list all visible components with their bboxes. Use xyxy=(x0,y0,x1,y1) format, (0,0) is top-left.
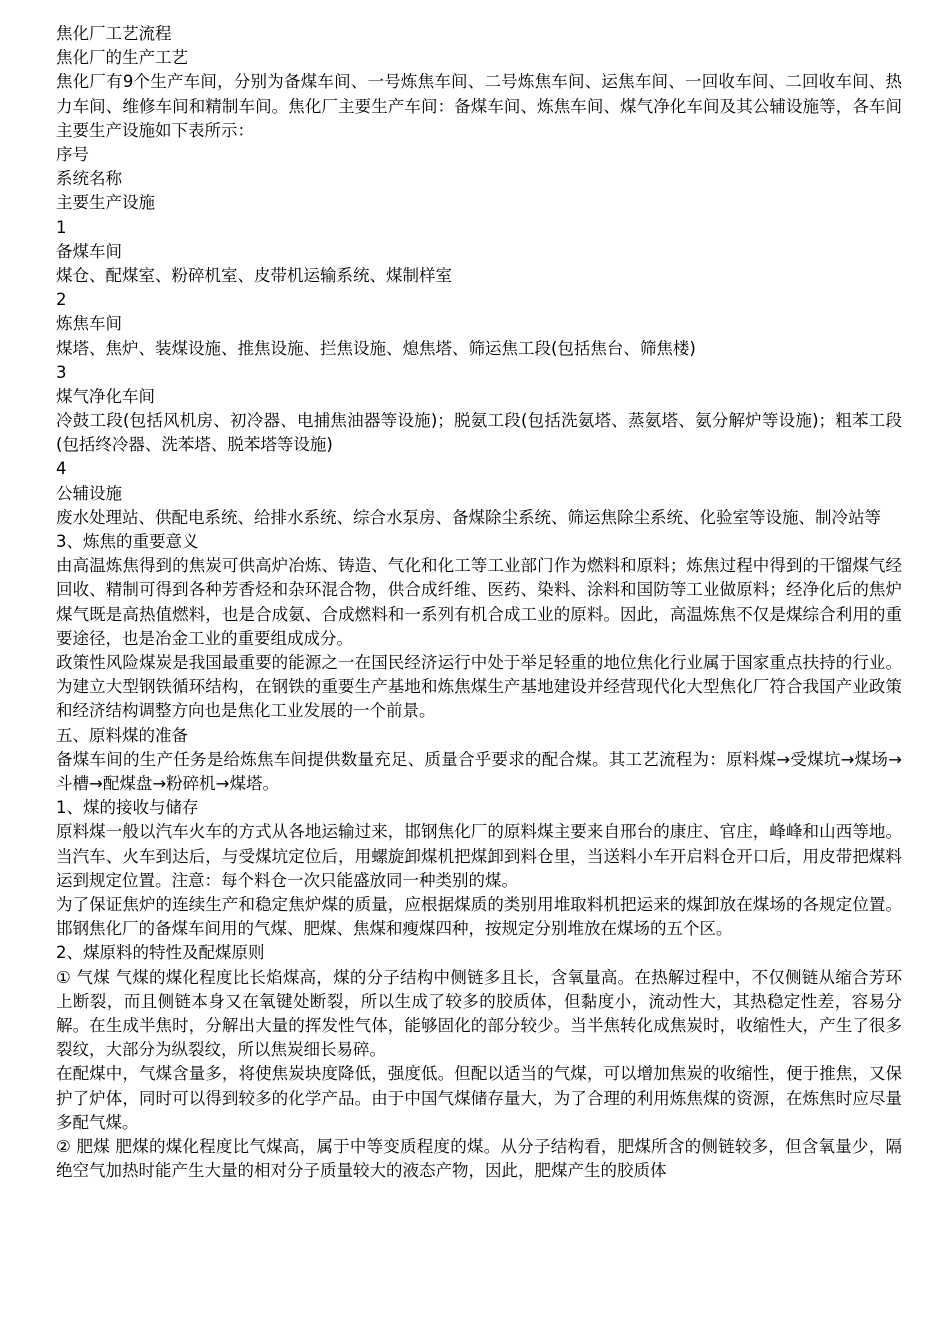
intro-paragraph: 焦化厂有9个生产车间，分别为备煤车间、一号炼焦车间、二号炼焦车间、运焦车间、一回收车间、二回收车间、热力车间、维修车间和精制车间。焦化厂主要生产车间：备煤车间、炼焦车间、煤气净化车间及其公辅设施等，各车间主要生产设施如下表所示： xyxy=(56,72,902,140)
section-paragraph: 备煤车间的生产任务是给炼焦车间提供数量充足、质量合乎要求的配合煤。其工艺流程为：原料煤→受煤坑→煤场→斗槽→配煤盘→粉碎机→煤塔。 xyxy=(56,749,902,794)
table-row-2-name: 炼焦车间 xyxy=(56,314,122,334)
document-page xyxy=(56,22,902,1183)
table-row-4-no: 4 xyxy=(56,459,67,479)
table-row-2-facilities: 煤塔、焦炉、装煤设施、推焦设施、拦焦设施、熄焦塔、筛运焦工段(包括焦台、筛焦楼) xyxy=(56,338,696,358)
section-paragraph: 由高温炼焦得到的焦炭可供高炉冶炼、铸造、气化和化工等工业部门作为燃料和原料；炼焦过程中得到的干馏煤气经回收、精制可得到各种芳香烃和杂环混合物，供合成纤维、医药、染料、涂料和国防等工业做原料；经净化后的焦炉煤气既是高热值燃料，也是合成氨、合成燃料和一系列有机合成工业的原料。因此，高温炼焦不仅是煤综合利用的重要途径，也是冶金工业的重要组成成分。 xyxy=(56,556,902,648)
document-title: 焦化厂工艺流程 xyxy=(56,24,172,43)
section-paragraph: 政策性风险煤炭是我国最重要的能源之一在国民经济运行中处于举足轻重的地位焦化行业属于国家重点扶持的行业。为建立大型钢铁循环结构，在钢铁的重要生产基地和炼焦煤生产基地建设并经营现代化大型焦化厂符合我国产业政策和经济结构调整方向也是焦化工业发展的一个前景。 xyxy=(56,653,902,721)
section-heading: 2、煤原料的特性及配煤原则 xyxy=(56,943,265,963)
table-row-4-facilities: 废水处理站、供配电系统、给排水系统、综合水泵房、备煤除尘系统、筛运焦除尘系统、化验室等设施、制冷站等 xyxy=(56,507,881,527)
table-row-1-no: 1 xyxy=(56,217,67,237)
table-row-3-name: 煤气净化车间 xyxy=(56,386,155,406)
table-row-2-no: 2 xyxy=(56,290,67,310)
document-subtitle: 焦化厂的生产工艺 xyxy=(56,48,188,68)
section-paragraph: ① 气煤 气煤的煤化程度比长焰煤高，煤的分子结构中侧链多且长，含氧量高。在热解过程中，不仅侧链从缩合芳环上断裂，而且侧链本身又在氧键处断裂，所以生成了较多的胶质体，但黏度小，流动性大，其热稳定性差，容易分解。在生成半焦时，分解出大量的挥发性气体，能够固化的部分较少。当半焦转化成焦炭时，收缩性大，产生了很多裂纹，大部分为纵裂纹，所以焦炭细长易碎。 xyxy=(56,967,902,1060)
table-row-4-name: 公辅设施 xyxy=(56,483,122,503)
section-heading: 五、原料煤的准备 xyxy=(56,725,188,745)
section-heading: 3、炼焦的重要意义 xyxy=(56,532,199,552)
section-paragraph: ② 肥煤 肥煤的煤化程度比气煤高，属于中等变质程度的煤。从分子结构看，肥煤所含的侧链较多，但含氧量少，隔绝空气加热时能产生大量的相对分子质量较大的液态产物，因此，肥煤产生的胶质体 xyxy=(56,1137,902,1181)
facilities-table xyxy=(56,143,902,530)
section-paragraph: 在配煤中，气煤含量多，将使焦炭块度降低，强度低。但配以适当的气煤，可以增加焦炭的收缩性，便于推焦，又保护了炉体，同时可以得到较多的化学产品。由于中国气煤储存量大，为了合理的利用炼焦煤的资源，在炼焦时应尽量多配气煤。 xyxy=(56,1064,902,1132)
section-paragraph: 为了保证焦炉的连续生产和稳定焦炉煤的质量，应根据煤质的类别用堆取料机把运来的煤卸放在煤场的各规定位置。邯钢焦化厂的备煤车间用的气煤、肥煤、焦煤和瘦煤四种，按规定分别堆放在煤场的五个区。 xyxy=(56,895,902,939)
table-row-3-facilities: 冷鼓工段(包括风机房、初冷器、电捕焦油器等设施)；脱氨工段(包括洗氨塔、蒸氨塔、氨分解炉等设施)；粗苯工段(包括终冷器、洗苯塔、脱苯塔等设施) xyxy=(56,411,902,455)
table-header-facilities: 主要生产设施 xyxy=(56,193,155,213)
table-row-1-facilities: 煤仓、配煤室、粉碎机室、皮带机运输系统、煤制样室 xyxy=(56,265,452,285)
table-row-1-name: 备煤车间 xyxy=(56,241,122,261)
table-header-no: 序号 xyxy=(56,144,89,164)
table-row-3-no: 3 xyxy=(56,362,67,382)
section-heading: 1、煤的接收与储存 xyxy=(56,798,199,818)
section-paragraph: 原料煤一般以汽车火车的方式从各地运输过来，邯钢焦化厂的原料煤主要来自邢台的康庄、官庄，峰峰和山西等地。当汽车、火车到达后，与受煤坑定位后，用螺旋卸煤机把煤卸到料仓里，当送料小车开启料仓开口后，用皮带把煤料运到规定位置。注意：每个料仓一次只能盛放同一种类别的煤。 xyxy=(56,822,902,890)
table-header-name: 系统名称 xyxy=(56,169,122,189)
